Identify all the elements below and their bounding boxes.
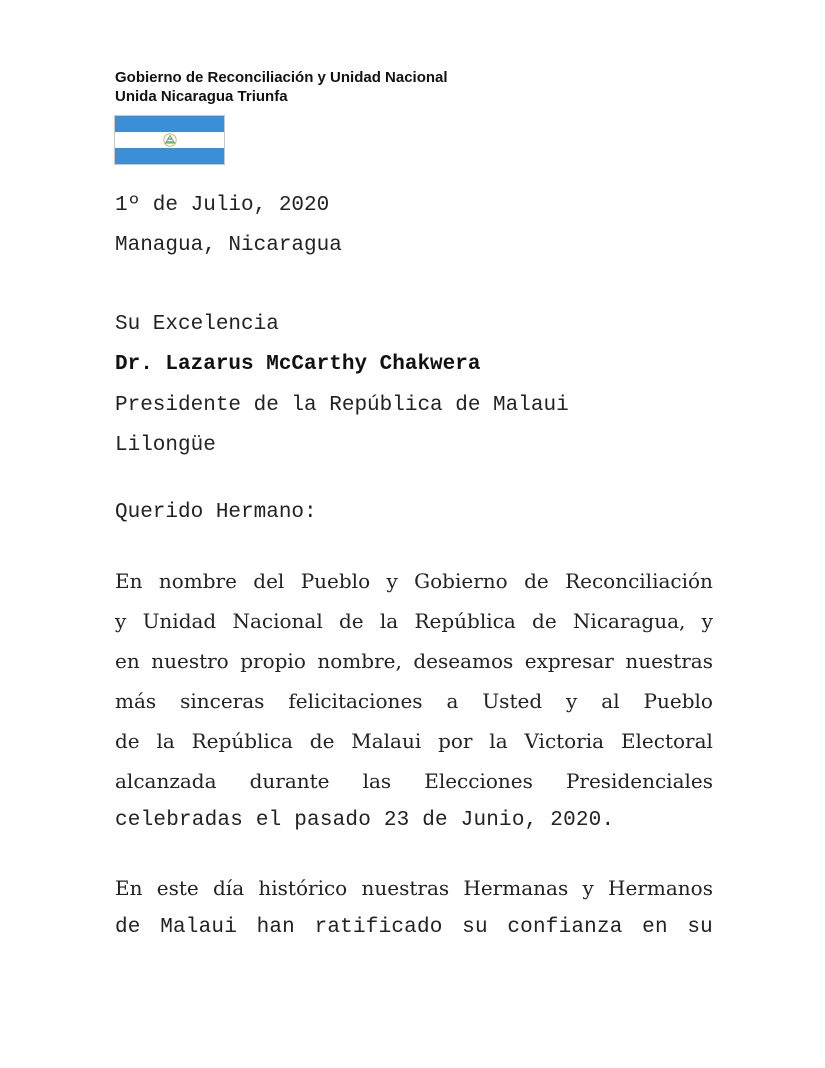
word: en xyxy=(642,916,668,939)
word: alcanzada xyxy=(115,769,217,793)
word: En xyxy=(115,876,143,900)
word: de xyxy=(115,729,140,753)
government-name: Gobierno de Reconciliación y Unidad Nacional xyxy=(115,69,448,86)
paragraph-line xyxy=(115,868,713,908)
paragraph-line xyxy=(115,561,713,601)
word: y xyxy=(115,609,127,633)
word: a xyxy=(446,689,459,713)
letter-date: 1º de Julio, 2020 xyxy=(115,194,330,217)
recipient-city: Lilongüe xyxy=(115,434,216,457)
word: Hermanas xyxy=(463,876,569,900)
word: al xyxy=(601,689,620,713)
word: nombre, xyxy=(317,649,402,673)
paragraph-line xyxy=(115,641,713,681)
letterhead xyxy=(115,68,448,106)
word: día xyxy=(213,876,245,900)
word: nuestro xyxy=(151,649,229,673)
word: la xyxy=(489,729,508,753)
word: por xyxy=(438,729,473,753)
paragraph-line xyxy=(115,908,713,948)
word: en xyxy=(115,649,140,673)
word: deseamos xyxy=(413,649,514,673)
word: Victoria xyxy=(524,729,605,753)
word: Unidad xyxy=(142,609,217,633)
recipient-name: Dr. Lazarus McCarthy Chakwera xyxy=(115,353,481,376)
coat-of-arms-icon xyxy=(162,133,178,147)
word: Nicaragua, xyxy=(572,609,686,633)
word: más xyxy=(115,689,157,713)
word: Electoral xyxy=(620,729,713,753)
word: ratificado xyxy=(314,916,443,939)
body-paragraph-2 xyxy=(115,868,713,948)
word: la xyxy=(156,729,175,753)
word: han xyxy=(256,916,295,939)
word: República xyxy=(414,609,516,633)
word: nombre xyxy=(158,569,237,593)
word: este xyxy=(156,876,199,900)
body-paragraph-1 xyxy=(115,561,713,841)
flag-top-band xyxy=(115,116,224,132)
nicaragua-flag-icon xyxy=(114,115,225,165)
word: durante xyxy=(249,769,330,793)
word: Hermanos xyxy=(608,876,713,900)
word: República xyxy=(191,729,293,753)
word: propio xyxy=(240,649,306,673)
word: Elecciones xyxy=(424,769,533,793)
paragraph-line xyxy=(115,681,713,721)
recipient-position: Presidente de la República de Malaui xyxy=(115,394,569,417)
word: nuestras xyxy=(625,649,713,673)
word: Usted xyxy=(482,689,543,713)
word: del xyxy=(253,569,285,593)
word: Presidenciales xyxy=(565,769,713,793)
word: su xyxy=(462,916,488,939)
word: Reconciliación xyxy=(565,569,713,593)
word: la xyxy=(379,609,399,633)
word: Nacional xyxy=(232,609,323,633)
word: y xyxy=(701,609,713,633)
word: Pueblo xyxy=(300,569,371,593)
government-slogan: Unida Nicaragua Triunfa xyxy=(115,88,288,105)
word: de xyxy=(524,569,549,593)
paragraph-line: celebradas el pasado 23 de Junio, 2020. xyxy=(115,809,615,832)
word: y xyxy=(566,689,578,713)
word: confianza xyxy=(507,916,623,939)
paragraph-line xyxy=(115,601,713,641)
word: las xyxy=(362,769,392,793)
word: Gobierno xyxy=(414,569,508,593)
word: felicitaciones xyxy=(288,689,423,713)
flag-bottom-band xyxy=(115,148,224,164)
word: y xyxy=(386,569,398,593)
word: su xyxy=(687,916,713,939)
word: y xyxy=(582,876,594,900)
paragraph-line xyxy=(115,721,713,761)
word: Malaui xyxy=(351,729,422,753)
letter-place: Managua, Nicaragua xyxy=(115,234,342,257)
word: Pueblo xyxy=(643,689,713,713)
paragraph-line xyxy=(115,761,713,801)
greeting: Querido Hermano: xyxy=(115,501,317,524)
word: de xyxy=(532,609,557,633)
word: de xyxy=(309,729,335,753)
word: sinceras xyxy=(180,689,265,713)
word: nuestras xyxy=(361,876,450,900)
word: expresar xyxy=(524,649,614,673)
word: de xyxy=(115,916,141,939)
word: histórico xyxy=(258,876,348,900)
recipient-title: Su Excelencia xyxy=(115,313,279,336)
word: de xyxy=(339,609,364,633)
word: En xyxy=(115,569,143,593)
word: Malaui xyxy=(160,916,237,939)
